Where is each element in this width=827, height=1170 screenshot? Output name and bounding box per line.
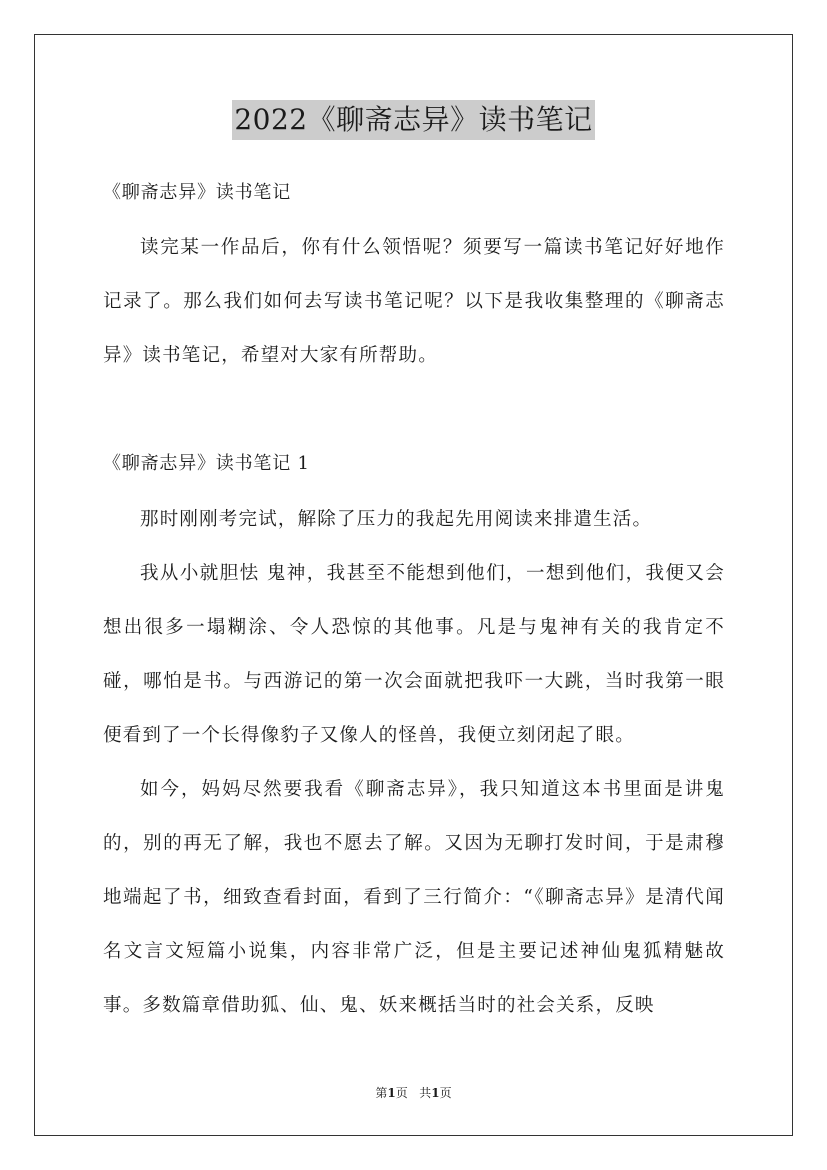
body-paragraph: 那时刚刚考完试，解除了压力的我起先用阅读来排遣生活。 <box>140 509 653 530</box>
total-suffix: 页 <box>439 1086 452 1100</box>
page-number: 1 <box>387 1086 396 1100</box>
body-paragraph: 如今，妈妈尽然要我看《聊斋志异》，我只知道这本书里面是讲鬼的，别的再无了解，我也不愿去了解。又因为无聊打发时间，于是肃穆地端起了书，细致查看封面，看到了三行简介：“《聊斋志异》是清代闻名文言文短篇小说集，内容非常广泛，但是主要记述神仙鬼狐精魅故事。多数篇章借助狐、仙、鬼、妖来概括当时的社会关系，反映 <box>103 779 725 1016</box>
body-paragraph: 我从小就胆怯 鬼神，我甚至不能想到他们，一想到他们，我便又会想出很多一塌糊涂、令人恐惊的其他事。凡是与鬼神有关的我肯定不碰，哪怕是书。与西游记的第一次会面就把我吓一大跳，当时我第一眼便看到了一个长得像豹子又像人的怪兽，我便立刻闭起了眼。 <box>103 563 725 746</box>
document-subtitle: 《聊斋志异》读书笔记 <box>103 182 291 203</box>
intro-paragraph: 读完某一作品后，你有什么领悟呢？须要写一篇读书笔记好好地作记录了。那么我们如何去写读书笔记呢？以下是我收集整理的《聊斋志异》读书笔记，希望对大家有所帮助。 <box>103 237 725 366</box>
section-heading: 《聊斋志异》读书笔记 1 <box>103 453 310 474</box>
page-suffix: 页 <box>395 1086 408 1100</box>
total-pages: 1 <box>431 1086 440 1100</box>
title-wrap <box>0 100 827 140</box>
total-prefix: 共 <box>419 1086 432 1100</box>
body-block <box>103 493 725 1033</box>
intro-block <box>103 221 725 383</box>
document-title: 2022《聊斋志异》读书笔记 <box>232 100 594 140</box>
page-footer <box>0 1085 827 1101</box>
page-prefix: 第 <box>375 1086 388 1100</box>
